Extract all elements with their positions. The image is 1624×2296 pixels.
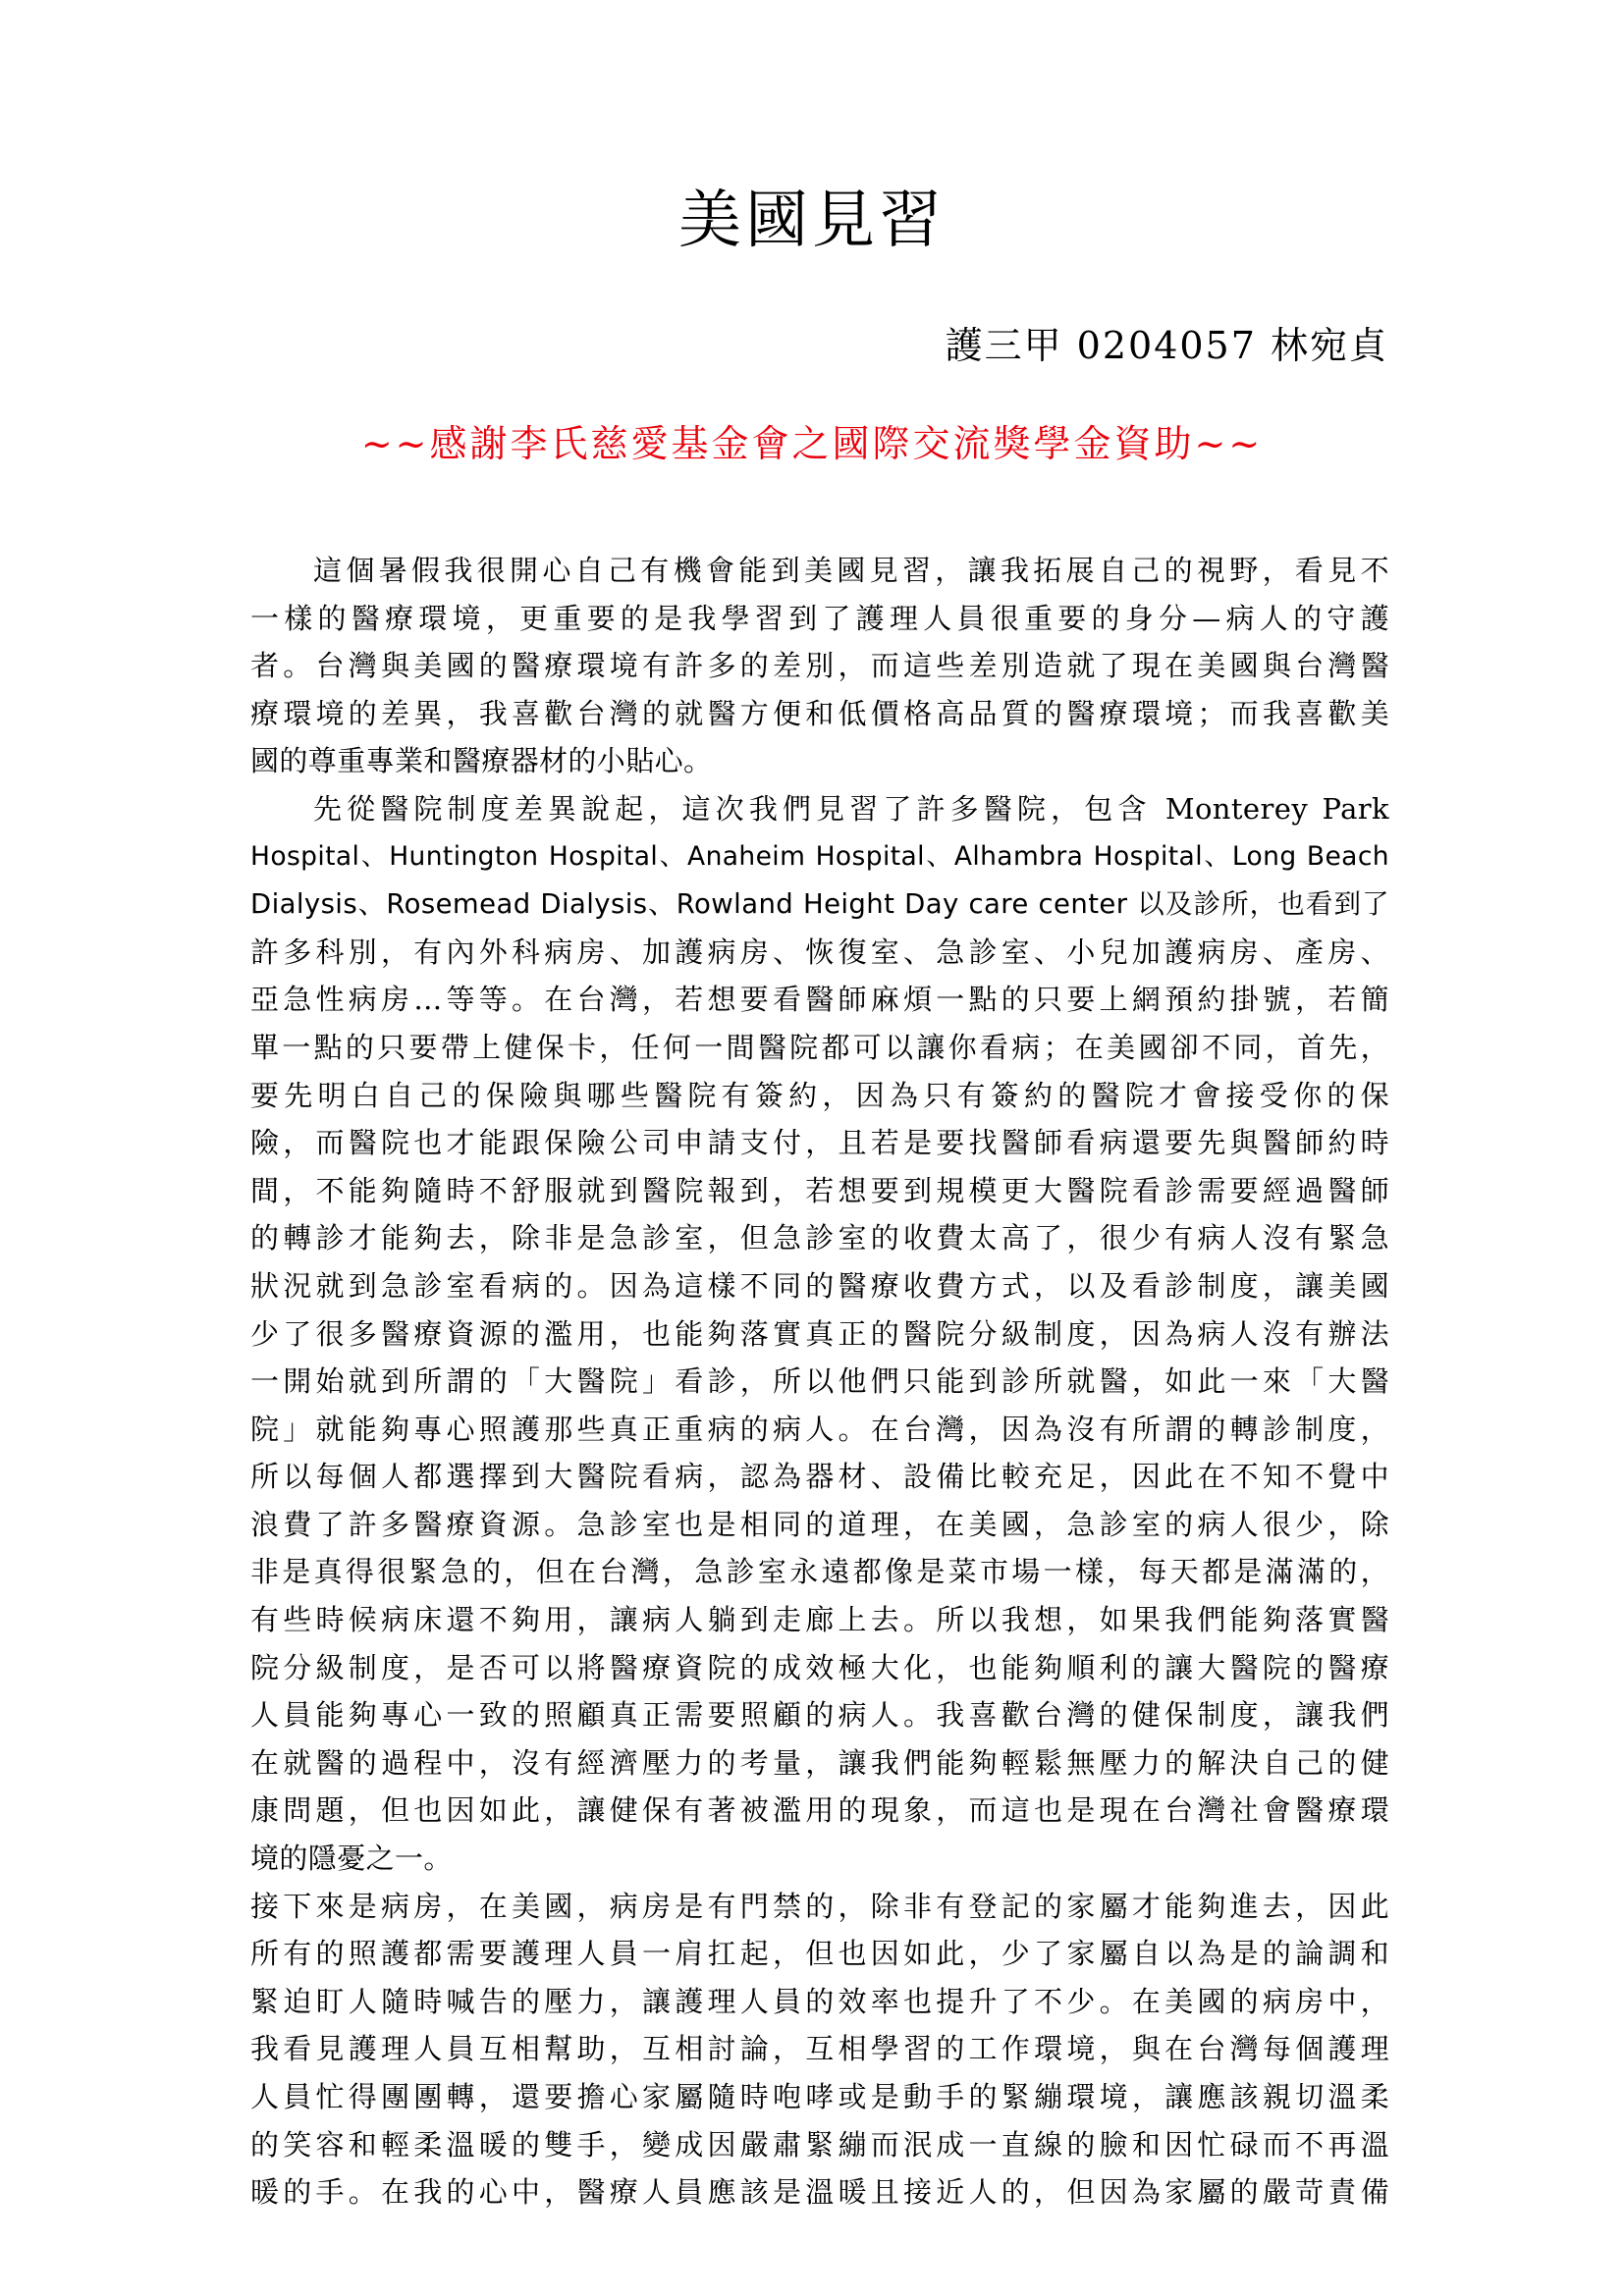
text-line: 險，而醫院也才能跟保險公司申請支付，且若是要找醫師看病還要先與醫師約時: [250, 1126, 1389, 1160]
text-line: 非是真得很緊急的，但在台灣，急診室永遠都像是菜市場一樣，每天都是滿滿的，: [250, 1555, 1389, 1589]
text-line: 者。台灣與美國的醫療環境有許多的差別，而這些差別造就了現在美國與台灣醫: [250, 649, 1389, 683]
paragraph: [250, 1883, 1389, 2216]
text-line: 狀況就到急診室看病的。因為這樣不同的醫療收費方式，以及看診制度，讓美國: [250, 1268, 1389, 1303]
text-line: 少了很多醫療資源的濫用，也能夠落實真正的醫院分級制度，因為病人沒有辦法: [250, 1316, 1389, 1351]
text-line: 人員忙得團團轉，還要擔心家屬隨時咆哮或是動手的緊繃環境，讓應該親切溫柔: [250, 2080, 1389, 2113]
text-line: 浪費了許多醫療資源。急診室也是相同的道理，在美國，急診室的病人很少，除: [250, 1507, 1389, 1541]
body-text: [250, 547, 1389, 2216]
paragraph: [250, 785, 1389, 1883]
text-line: 一樣的醫療環境，更重要的是我學習到了護理人員很重要的身分—病人的守護: [250, 601, 1389, 635]
text-line: 接下來是病房，在美國，病房是有門禁的，除非有登記的家屬才能夠進去，因此: [250, 1889, 1389, 1923]
text-line: 人員能夠專心一致的照顧真正需要照顧的病人。我喜歡台灣的健保制度，讓我們: [250, 1698, 1389, 1733]
text-line: 許多科別，有內外科病房、加護病房、恢復室、急診室、小兒加護病房、產房、: [250, 934, 1389, 969]
text-line: 亞急性病房…等等。在台灣，若想要看醫師麻煩一點的只要上網預約掛號，若簡: [250, 983, 1389, 1017]
text-line: 的轉診才能夠去，除非是急診室，但急診室的收費太高了，很少有病人沒有緊急: [250, 1221, 1389, 1255]
text-line: 境的隱憂之一。: [250, 1842, 453, 1876]
text-line: 緊迫盯人隨時喊告的壓力，讓護理人員的效率也提升了不少。在美國的病房中，: [250, 1984, 1389, 2018]
text-line: Hospital、Huntington Hospital、Anaheim Hospital、Alhambra Hospital、Long Beach: [250, 840, 1389, 872]
text-line: 暖的手。在我的心中，醫療人員應該是溫暖且接近人的，但因為家屬的嚴苛責備: [250, 2175, 1389, 2210]
document-title: 美國見習: [678, 185, 946, 257]
text-line: 間，不能夠隨時不舒服就到醫院報到，若想要到規模更大醫院看診需要經過醫師: [250, 1173, 1389, 1207]
text-line: 我看見護理人員互相幫助，互相討論，互相學習的工作環境，與在台灣每個護理: [250, 2032, 1389, 2066]
text-line: 一開始就到所謂的「大醫院」看診，所以他們只能到診所就醫，如此一來「大醫: [250, 1364, 1389, 1399]
author-line: 護三甲 0204057 林宛貞: [945, 324, 1388, 367]
text-line: 所有的照護都需要護理人員一肩扛起，但也因如此，少了家屬自以為是的論調和: [250, 1937, 1389, 1971]
text-line: 院分級制度，是否可以將醫療資院的成效極大化，也能夠順利的讓大醫院的醫療: [250, 1650, 1389, 1684]
paragraph: [250, 547, 1389, 785]
text-line: 單一點的只要帶上健保卡，任何一間醫院都可以讓你看病；在美國卻不同，首先，: [250, 1030, 1389, 1064]
text-line: 療環境的差異，我喜歡台灣的就醫方便和低價格高品質的醫療環境；而我喜歡美: [250, 696, 1389, 730]
text-line: 國的尊重專業和醫療器材的小貼心。: [250, 744, 713, 778]
text-line: 先從醫院制度差異說起，這次我們見習了許多醫院，包含 Monterey Park: [313, 791, 1389, 826]
text-line: 院」就能夠專心照護那些真正重病的病人。在台灣，因為沒有所謂的轉診制度，: [250, 1412, 1389, 1446]
acknowledgement-line: ~~感謝李氏慈愛基金會之國際交流獎學金資助~~: [360, 422, 1264, 465]
text-line: 所以每個人都選擇到大醫院看病，認為器材、設備比較充足，因此在不知不覺中: [250, 1460, 1389, 1494]
text-line: 康問題，但也因如此，讓健保有著被濫用的現象，而這也是現在台灣社會醫療環: [250, 1793, 1389, 1828]
text-line: 這個暑假我很開心自己有機會能到美國見習，讓我拓展自己的視野，看見不: [313, 554, 1389, 587]
text-line: 要先明白自己的保險與哪些醫院有簽約，因為只有簽約的醫院才會接受你的保: [250, 1078, 1389, 1112]
text-line: 的笑容和輕柔溫暖的雙手，變成因嚴肅緊繃而泯成一直線的臉和因忙碌而不再溫: [250, 2127, 1389, 2162]
text-line: 在就醫的過程中，沒有經濟壓力的考量，讓我們能夠輕鬆無壓力的解決自己的健: [250, 1745, 1389, 1780]
text-line: 有些時候病床還不夠用，讓病人躺到走廊上去。所以我想，如果我們能夠落實醫: [250, 1603, 1389, 1637]
text-line: Dialysis、Rosemead Dialysis、Rowland Height Day care center 以及診所，也看到了: [250, 888, 1389, 921]
